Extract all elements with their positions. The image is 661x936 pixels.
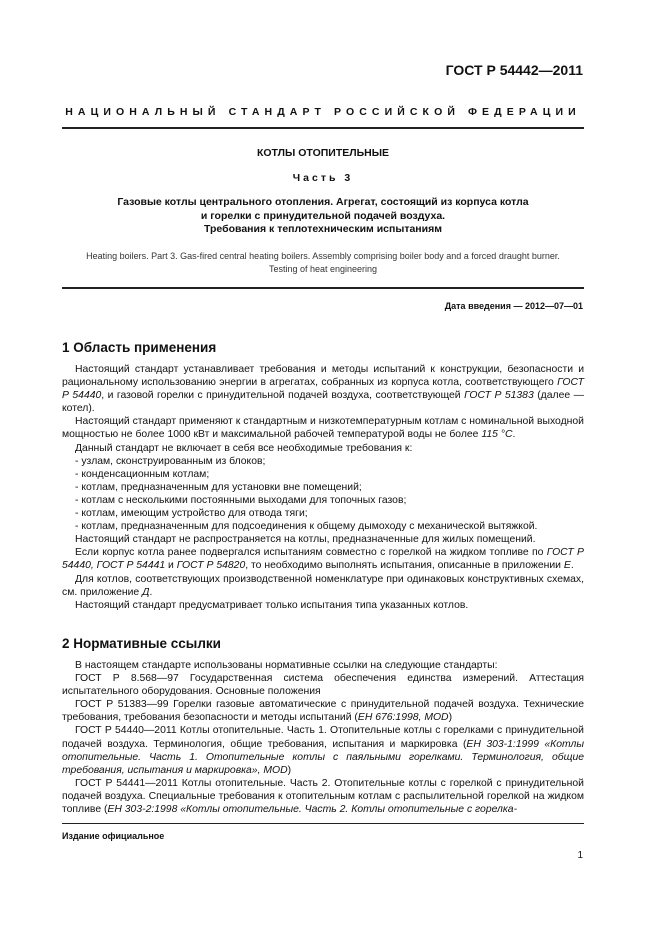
section-2-body <box>62 659 584 816</box>
reference: ГОСТ Р 51383—99 Горелки газовые автоматические с принудительной подачей воздуха. Технические требования, требования безопасности и методы испытаний (ЕН 676:1998, MOD) <box>62 699 584 724</box>
english-title <box>62 250 584 276</box>
subtitle-line: Газовые котлы центрального отопления. Агрегат, состоящий из корпуса котла <box>117 196 529 208</box>
reference: ГОСТ Р 54440—2011 Котлы отопительные. Часть 1. Отопительные котлы с горелками с принудительной подачей воздуха. Терминология, общие требования, испытания и маркировка (ЕН 303-1:1999 «Котлы отопительные. Часть 1. Отопительные котлы с паяльными горелками. Терминология, общие требования, испытания и маркировка», MOD) <box>62 725 584 776</box>
paragraph: Данный стандарт не включает в себя все необходимые требования к: <box>75 442 413 454</box>
list-item: - узлам, сконструированным из блоков; <box>75 455 266 467</box>
paragraph: В настоящем стандарте использованы нормативные ссылки на следующие стандарты: <box>75 660 498 671</box>
list-item: - котлам, имеющим устройство для отвода тяги; <box>75 508 308 520</box>
subtitle-line: и горелки с принудительной подачей воздуха. <box>200 209 446 222</box>
paragraph: Для котлов, соответствующих производственной номенклатуре при одинаковых конструктивных схемах, см. приложение Д. <box>62 573 584 598</box>
section-heading: 1 Область применения <box>62 340 217 355</box>
section-heading: 2 Нормативные ссылки <box>62 636 221 651</box>
paragraph: Настоящий стандарт применяют к стандартным и низкотемпературным котлам с номинальной выходной мощностью не более 1000 кВт и максимальной рабочей температурой воды не более 115 °С. <box>62 416 584 441</box>
reference: ГОСТ Р 8.568—97 Государственная система обеспечения единства измерений. Аттестация испытательного оборудования. Основные положения <box>62 673 584 698</box>
part-label: Часть 3 <box>292 172 354 184</box>
english-title-line: Testing of heat engineering <box>268 264 378 274</box>
list-item: - котлам, предназначенным для подсоединения к общему дымоходу с механической вытяжкой. <box>75 521 538 533</box>
doc-number: ГОСТ Р 54442—2011 <box>445 62 583 78</box>
page-number: 1 <box>577 850 583 861</box>
paragraph: Настоящий стандарт не распространяется на котлы, предназначенные для жилых помещений. <box>75 534 536 546</box>
footer-divider <box>62 823 584 824</box>
list-item: - котлам, предназначенным для установки вне помещений; <box>75 481 362 493</box>
subtitle-line: Требования к теплотехническим испытаниям <box>204 223 442 235</box>
paragraph: Настоящий стандарт устанавливает требования и методы испытаний к конструкции, безопасности и рациональному использованию энергии в агрегатах, собранных из корпуса котла, соответствующего ГОСТ Р 54440, и газовой горелки с принудительной подачей воздуха, соответствующей ГОСТ Р 51383 (далее — котел). <box>62 364 585 415</box>
edition-label: Издание официальное <box>62 831 165 841</box>
reference: ГОСТ Р 54441—2011 Котлы отопительные. Часть 2. Отопительные котлы с горелкой с принудительной подачей воздуха. Специальные требования к отопительным котлам с распылительной горелкой на жидком топливе (ЕН 303-2:1998 «Котлы отопительные. Часть 2. Котлы отопительные с горелка- <box>62 777 584 816</box>
paragraph: Настоящий стандарт предусматривает только испытания типа указанных котлов. <box>75 599 469 611</box>
list-item: - котлам с несколькими постоянными выходами для топочных газов; <box>75 494 407 506</box>
effective-date: Дата введения — 2012—07—01 <box>444 301 583 311</box>
divider <box>62 287 584 289</box>
subtitle <box>62 196 584 237</box>
standard-title: КОТЛЫ ОТОПИТЕЛЬНЫЕ <box>256 147 390 159</box>
divider <box>62 127 584 129</box>
english-title-line: Heating boilers. Part 3. Gas-fired central heating boilers. Assembly comprising boiler body and a forced draught burner. <box>86 251 560 261</box>
section-1-body <box>62 363 584 612</box>
list-item: - конденсационным котлам; <box>75 468 210 480</box>
national-standard-banner: НАЦИОНАЛЬНЫЙ СТАНДАРТ РОССИЙСКОЙ ФЕДЕРАЦИИ <box>65 106 581 118</box>
paragraph: Если корпус котла ранее подвергался испытаниям совместно с горелкой на жидком топливе по ГОСТ Р 54440, ГОСТ Р 54441 и ГОСТ Р 54820, то необходимо выполнять испытания, описанные в приложении Е. <box>62 547 584 572</box>
